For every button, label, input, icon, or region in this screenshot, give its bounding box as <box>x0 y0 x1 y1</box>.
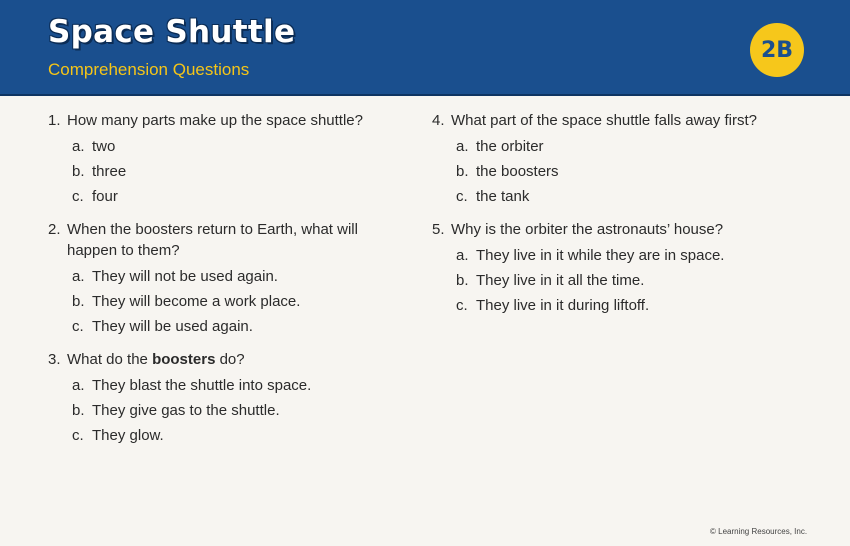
option-letter: c. <box>456 297 468 314</box>
option-text: the tank <box>476 188 530 205</box>
option-text: four <box>92 188 118 205</box>
option-text: They live in it all the time. <box>476 272 645 289</box>
answer-option <box>456 268 792 293</box>
question <box>48 110 408 209</box>
option-text: They will be used again. <box>92 318 253 335</box>
question <box>432 219 792 318</box>
answer-option <box>72 373 408 398</box>
card-title: Space Shuttle <box>48 14 296 50</box>
option-letter: a. <box>72 138 85 155</box>
option-text: They blast the shuttle into space. <box>92 377 312 394</box>
option-letter: b. <box>72 402 85 419</box>
question-text: When the boosters return to Earth, what will happen to them? <box>67 221 358 259</box>
option-text: the boosters <box>476 163 559 180</box>
answer-option <box>72 398 408 423</box>
option-letter: a. <box>72 268 85 285</box>
answer-option <box>72 134 408 159</box>
option-text: They live in it while they are in space. <box>476 247 725 264</box>
answer-option <box>72 264 408 289</box>
question-number: 3. <box>48 351 61 368</box>
answer-option <box>72 423 408 448</box>
question-number: 4. <box>432 112 445 129</box>
option-text: They glow. <box>92 427 164 444</box>
card-number-badge: 2B <box>750 23 804 77</box>
option-text: They give gas to the shuttle. <box>92 402 280 419</box>
answer-option <box>456 293 792 318</box>
answer-option <box>456 243 792 268</box>
question <box>48 219 408 339</box>
option-letter: c. <box>72 427 84 444</box>
option-letter: c. <box>72 188 84 205</box>
question-number: 1. <box>48 112 61 129</box>
option-letter: c. <box>72 318 84 335</box>
answer-option <box>72 314 408 339</box>
card-header <box>0 0 850 96</box>
option-text: They live in it during liftoff. <box>476 297 650 314</box>
option-letter: c. <box>456 188 468 205</box>
question <box>48 349 408 448</box>
answer-option <box>456 184 792 209</box>
question-text: What do the boosters do? <box>67 351 245 368</box>
answer-option <box>72 159 408 184</box>
option-letter: b. <box>72 163 85 180</box>
option-letter: b. <box>456 272 469 289</box>
question-text: What part of the space shuttle falls away first? <box>451 112 757 129</box>
option-letter: b. <box>456 163 469 180</box>
option-text: They will not be used again. <box>92 268 278 285</box>
card-subtitle: Comprehension Questions <box>48 60 250 79</box>
answer-option <box>456 134 792 159</box>
questions-column-left <box>48 110 408 458</box>
option-letter: a. <box>456 138 469 155</box>
option-text: the orbiter <box>476 138 544 155</box>
emphasized-term: boosters <box>152 351 216 368</box>
question-number: 2. <box>48 221 61 238</box>
option-text: They will become a work place. <box>92 293 301 310</box>
question-text: Why is the orbiter the astronauts’ house? <box>451 221 724 238</box>
question-number: 5. <box>432 221 445 238</box>
copyright-notice: © Learning Resources, Inc. <box>710 527 808 536</box>
answer-option <box>72 289 408 314</box>
question <box>432 110 792 209</box>
answer-option <box>72 184 408 209</box>
option-letter: a. <box>72 377 85 394</box>
answer-option <box>456 159 792 184</box>
option-letter: b. <box>72 293 85 310</box>
questions-column-right <box>432 110 792 328</box>
option-text: two <box>92 138 116 155</box>
option-letter: a. <box>456 247 469 264</box>
question-text: How many parts make up the space shuttle? <box>67 112 363 129</box>
option-text: three <box>92 163 127 180</box>
